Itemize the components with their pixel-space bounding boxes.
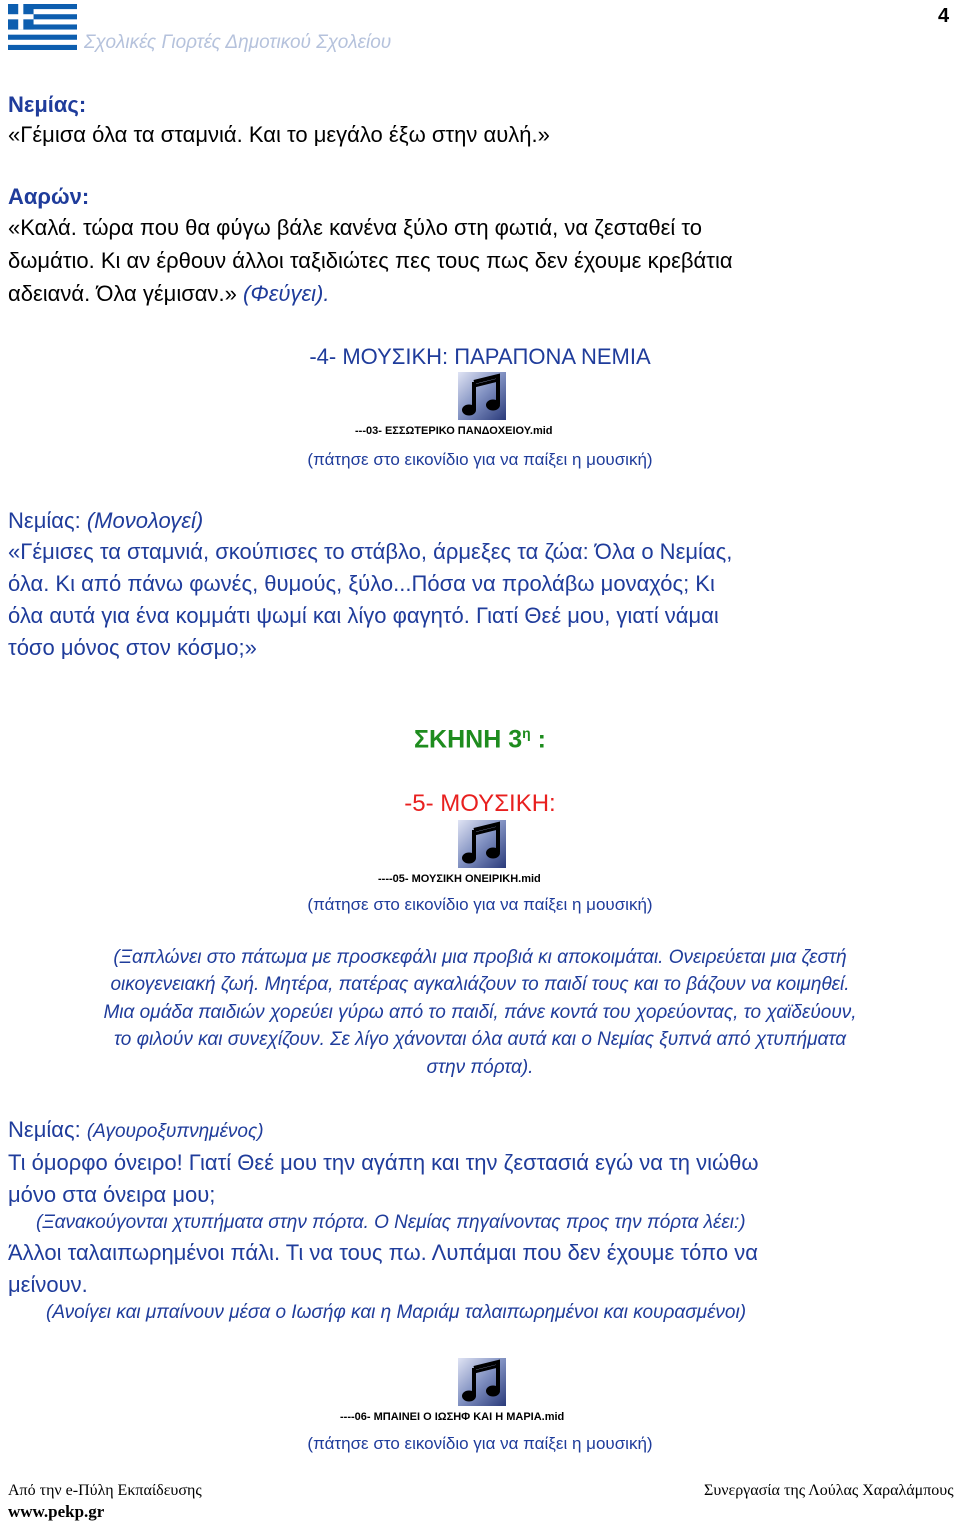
- music-note-icon[interactable]: [458, 820, 506, 868]
- dialogue-line: όλα. Κι από πάνω φωνές, θυμούς, ξύλο...Πόσα να προλάβω μοναχός; Κι: [8, 571, 715, 596]
- stage-direction: (Ξανακούγονται χτυπήματα στην πόρτα. Ο Νεμίας πηγαίνοντας προς την πόρτα λέει:): [36, 1212, 746, 1233]
- speaker-label: Νεμίας:: [8, 92, 87, 117]
- dialogue-line: [8, 279, 330, 309]
- midi-file-link[interactable]: ----06- ΜΠΑΙΝΕΙ Ο ΙΩΣΗΦ ΚΑΙ Η ΜΑΡΙΑ.mid: [340, 1411, 565, 1423]
- speaker-label: Νεμίας:: [8, 508, 81, 533]
- footer-website-link[interactable]: www.pekp.gr: [8, 1502, 105, 1521]
- greek-flag-icon: [7, 4, 78, 50]
- stage-direction: (Ξαπλώνει στο πάτωμα με προσκεφάλι μια προβιά κι αποκοιμάται. Ονειρεύεται μια ζεστή: [113, 947, 847, 968]
- dialogue-line: τόσο μόνος στον κόσμο;»: [8, 635, 257, 660]
- stage-direction: οικογενειακή ζωή. Μητέρα, πατέρας αγκαλιάζουν το παιδί τους και το βάζουν να κοιμηθεί.: [110, 974, 850, 995]
- page-number: 4: [938, 5, 950, 27]
- speaker-label: Νεμίας:: [8, 1117, 81, 1142]
- scene-title: ΣΚΗΝΗ 3: [414, 725, 523, 754]
- stage-direction: το φιλούν και συνεχίζουν. Σε λίγο χάνονται όλα αυτά και ο Νεμίας ξυπνά από χτυπήματα: [113, 1029, 847, 1050]
- midi-file-link[interactable]: ---03- ΕΣΣΩΤΕΡΙΚΟ ΠΑΝΔΟΧΕΙΟΥ.mid: [355, 425, 553, 437]
- dialogue-line: μείνουν.: [8, 1272, 88, 1297]
- dialogue-line: Τι όμορφο όνειρο! Γιατί Θεέ μου την αγάπη και την ζεστασιά εγώ να τη νιώθω: [8, 1150, 759, 1175]
- scene-ordinal: η: [522, 725, 531, 741]
- header-title: Σχολικές Γιορτές Δημοτικού Σχολείου: [84, 32, 392, 53]
- music-title: -5- ΜΟΥΣΙΚΗ:: [404, 790, 556, 817]
- stage-direction: (Μονολογεί): [86, 508, 204, 533]
- dialogue-line: δωμάτιο. Κι αν έρθουν άλλοι ταξιδιώτες πες τους πως δεν έχουμε κρεβάτια: [8, 248, 733, 273]
- dialogue-line: «Καλά. τώρα που θα φύγω βάλε κανένα ξύλο στη φωτιά, να ζεσταθεί το: [8, 215, 702, 240]
- stage-direction: (Ανοίγει και μπαίνουν μέσα ο Ιωσήφ και η Μαριάμ ταλαιπωρημένοι και κουρασμένοι): [46, 1302, 747, 1323]
- footer-source: Από την e-Πύλη Εκπαίδευσης: [8, 1482, 202, 1499]
- dialogue-line: μόνο στα όνειρα μου;: [8, 1182, 216, 1207]
- dialogue-line: Άλλοι ταλαιπωρημένοι πάλι. Τι να τους πω. Λυπάμαι που δεν έχουμε τόπο να: [8, 1240, 758, 1265]
- stage-direction: (Αγουροξυπνημένος): [86, 1121, 264, 1142]
- scene-colon: :: [530, 725, 546, 754]
- dialogue-line: «Γέμισα όλα τα σταμνιά. Και το μεγάλο έξω στην αυλή.»: [8, 122, 550, 147]
- music-title: -4- ΜΟΥΣΙΚΗ: ΠΑΡΑΠΟΝΑ ΝΕΜΙΑ: [309, 344, 651, 369]
- footer-credit: Συνεργασία της Λούλας Χαραλάμπους: [704, 1482, 954, 1499]
- dialogue-line: «Γέμισες τα σταμνιά, σκούπισες το στάβλο, άρμεξες τα ζώα: Όλα ο Νεμίας,: [8, 539, 733, 564]
- stage-direction: Μια ομάδα παιδιών χορεύει γύρω από το παιδί, πάνε κοντά του χορεύοντας, το χαϊδεύουν,: [103, 1002, 857, 1023]
- dialogue-text: αδειανά. Όλα γέμισαν.»: [8, 281, 237, 306]
- music-note-icon[interactable]: [458, 1358, 506, 1406]
- scene-heading: [0, 725, 960, 754]
- speaker-line: [8, 1115, 264, 1147]
- music-note-icon[interactable]: [458, 372, 506, 420]
- dialogue-line: όλα αυτά για ένα κομμάτι ψωμί και λίγο φαγητό. Γιατί Θεέ μου, γιατί νάμαι: [8, 603, 719, 628]
- midi-file-link[interactable]: ----05- ΜΟΥΣΙΚΗ ΟΝΕΙΡΙΚΗ.mid: [378, 873, 541, 885]
- speaker-label: Ααρών:: [8, 184, 90, 209]
- play-hint: (πάτησε στο εικονίδιο για να παίξει η μουσική): [307, 1434, 653, 1453]
- stage-direction: στην πόρτα).: [426, 1057, 534, 1078]
- play-hint: (πάτησε στο εικονίδιο για να παίξει η μουσική): [307, 450, 653, 469]
- speaker-line: [8, 506, 203, 536]
- stage-direction: (Φεύγει).: [243, 281, 330, 306]
- play-hint: (πάτησε στο εικονίδιο για να παίξει η μουσική): [307, 895, 653, 914]
